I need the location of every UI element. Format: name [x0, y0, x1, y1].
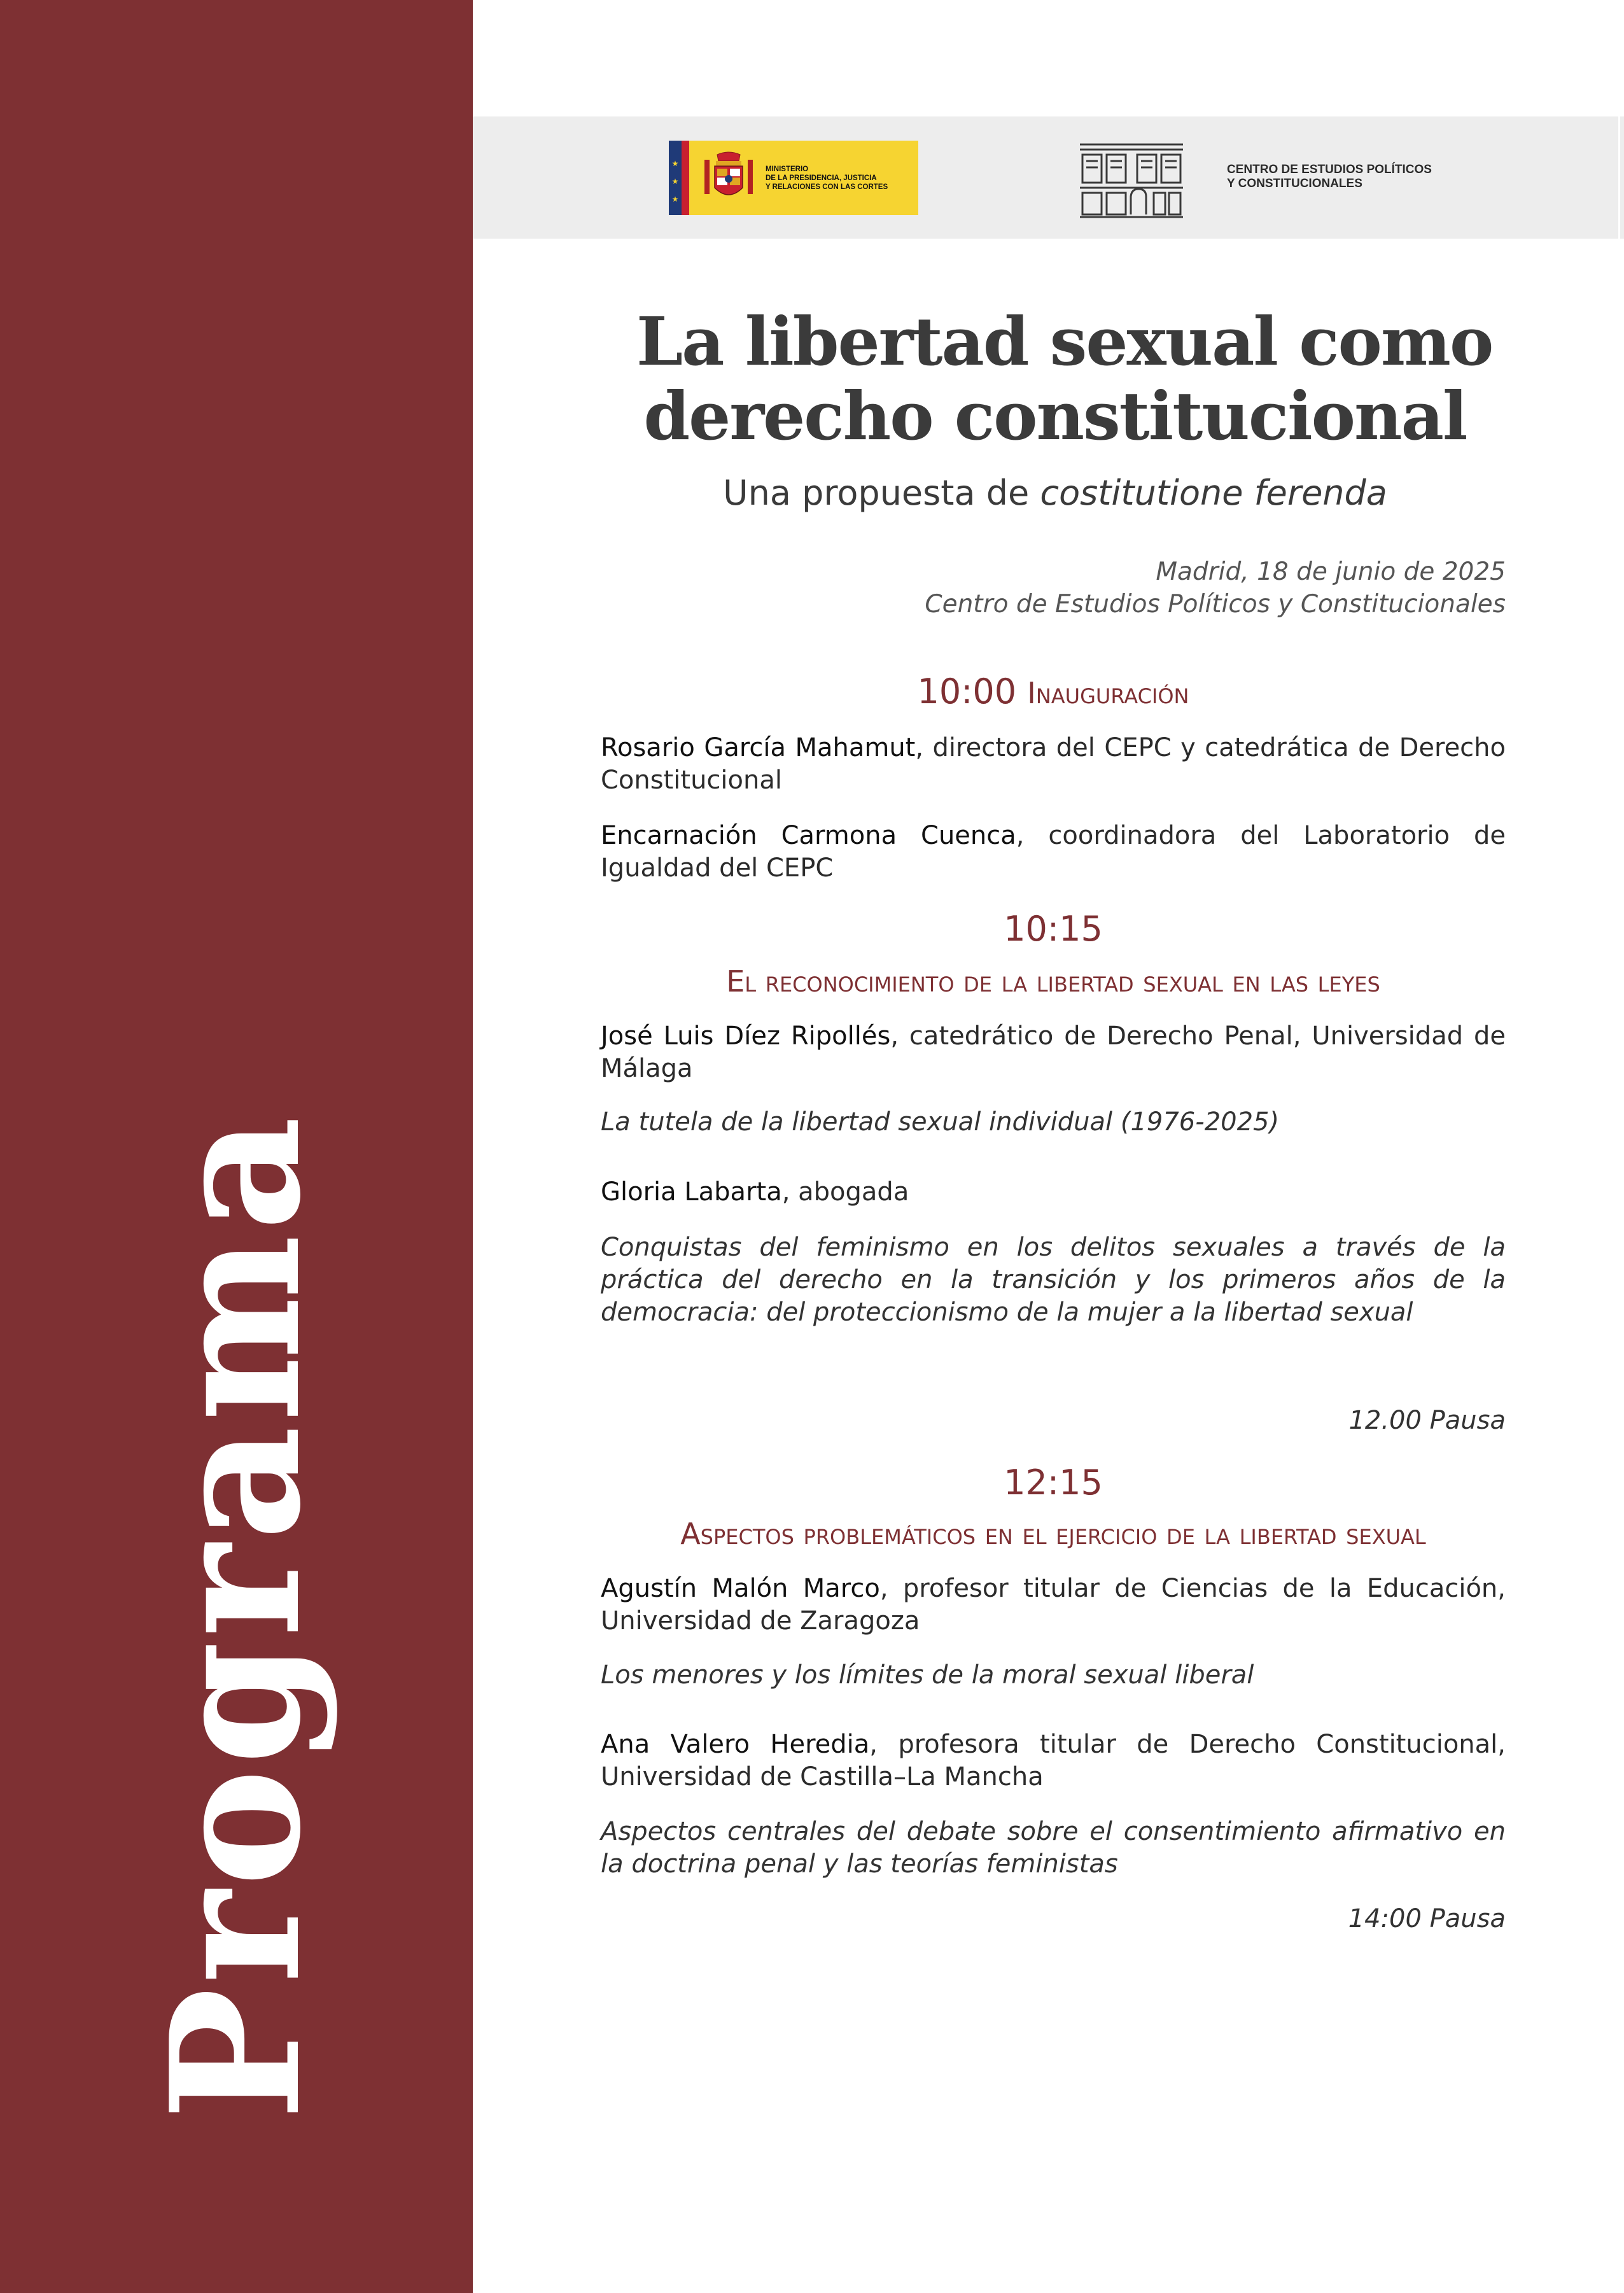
title-line: La libertad sexual como — [636, 302, 1493, 381]
title-line: derecho constitucional — [643, 377, 1467, 455]
speaker-entry — [601, 1020, 1506, 1085]
document-title — [636, 302, 1493, 455]
talk-title: Aspectos centrales del debate sobre el consentimiento afirmativo en la doctrina penal y las teorías feministas — [601, 1817, 1506, 1879]
speaker-name: Rosario García Mahamut — [601, 733, 916, 762]
cepc-name: CENTRO DE ESTUDIOS POLÍTICOS Y CONSTITUCIONALES — [1227, 163, 1432, 190]
pause-note: 12.00 Pausa — [1348, 1406, 1506, 1435]
session-time: 10:00 — [917, 671, 1017, 712]
speaker-name: Agustín Malón Marco — [601, 1574, 880, 1603]
logo-bar — [473, 116, 1624, 239]
cepc-building-icon — [1077, 139, 1186, 218]
coat-of-arms-icon — [703, 151, 754, 204]
speaker-role: , profesor titular de Ciencias de la Educación, Universidad de Zaragoza — [601, 1574, 1506, 1636]
session-title: Inauguración — [1027, 676, 1189, 710]
ministry-logo — [669, 141, 918, 215]
eu-flag-strip — [669, 141, 682, 215]
speaker-name: José Luis Díez Ripollés — [601, 1021, 891, 1051]
speaker-name: Encarnación Carmona Cuenca — [601, 821, 1016, 850]
session-time: 12:15 — [1004, 1462, 1103, 1503]
speaker-entry — [601, 1573, 1506, 1637]
speaker-entry — [601, 1729, 1506, 1793]
divider — [1618, 116, 1620, 239]
talk-title: La tutela de la libertad sexual individual (1976-2025) — [601, 1107, 1280, 1137]
speaker-role: , catedrático de Derecho Penal, Universidad de Málaga — [601, 1021, 1506, 1083]
ministry-yellow-panel — [689, 141, 918, 215]
talk-title: Conquistas del feminismo en los delitos sexuales a través de la práctica del derecho en la transición y los primeros años de la democracia: del proteccionismo de la mujer a la libertad sexual — [601, 1233, 1506, 1327]
star-icon: ★ — [671, 159, 679, 168]
programa-heading: Programa — [132, 1112, 340, 2121]
star-icon: ★ — [671, 177, 679, 186]
session-header — [601, 670, 1506, 715]
session-title: El reconocimiento de la libertad sexual en las leyes — [726, 964, 1380, 999]
speaker-role: , directora del CEPC y catedrática de Derecho Constitucional — [601, 733, 1506, 795]
event-date: Madrid, 18 de junio de 2025 — [1156, 557, 1506, 586]
ministry-name: MINISTERIO DE LA PRESIDENCIA, JUSTICIA Y RELACIONES CON LAS CORTES — [766, 165, 888, 191]
speaker-entry — [601, 1176, 1506, 1209]
session-time: 10:15 — [1004, 909, 1103, 949]
speaker-entry — [601, 732, 1506, 797]
event-venue: Centro de Estudios Políticos y Constitucionales — [925, 590, 1506, 619]
speaker-name: Ana Valero Heredia — [601, 1730, 870, 1759]
talk-title: Los menores y los límites de la moral sexual liberal — [601, 1660, 1254, 1690]
star-icon: ★ — [671, 195, 679, 204]
speaker-role: , profesora titular de Derecho Constitucional, Universidad de Castilla–La Mancha — [601, 1730, 1506, 1792]
session-title: Aspectos problemáticos en el ejercicio de la libertad sexual — [680, 1517, 1426, 1551]
pause-note: 14:00 Pausa — [1348, 1904, 1506, 1933]
sidebar-band — [0, 0, 473, 2293]
speaker-name: Gloria Labarta — [601, 1177, 782, 1207]
speaker-entry — [601, 820, 1506, 885]
document-subtitle: Una propuesta de costitutione ferenda — [723, 473, 1387, 513]
speaker-role: , coordinadora del Laboratorio de Igualdad del CEPC — [601, 821, 1506, 883]
speaker-role: , abogada — [781, 1177, 909, 1207]
